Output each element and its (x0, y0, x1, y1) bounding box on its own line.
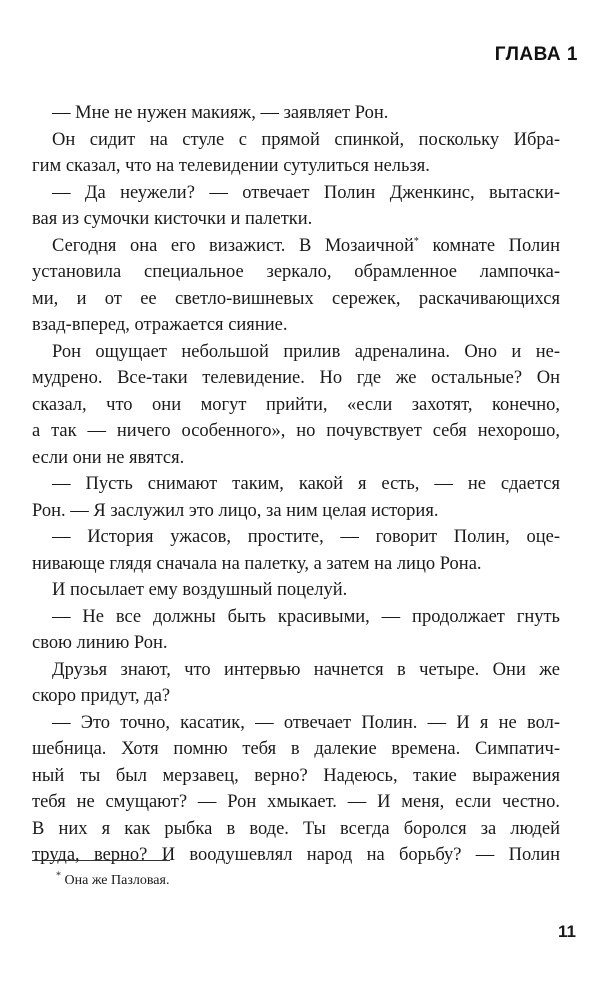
text-line (32, 233, 560, 260)
footnote-reference: * (413, 235, 419, 247)
text-line-content: И посылает ему воздушный поцелуй. (52, 580, 348, 600)
text-line-content: тебя не смущают? — Рон хмыкает. — И меня, если честно. (32, 792, 560, 812)
text-line-content: — История ужасов, простите, — говорит Полин, оце- (52, 527, 560, 547)
text-line-content: — Мне не нужен макияж, — заявляет Рон. (52, 103, 389, 123)
text-line (32, 524, 560, 551)
text-line (32, 180, 560, 207)
text-line (32, 100, 560, 127)
text-line-content: шебница. Хотя помню тебя в далекие времена. Симпатич- (32, 739, 560, 759)
text-line (32, 471, 560, 498)
text-line-content: ный ты был мерзавец, верно? Надеюсь, такие выражения (32, 765, 560, 786)
text-line (32, 392, 560, 419)
text-line-content: Друзья знают, что интервью начнется в четыре. Они же (52, 659, 560, 680)
text-line (32, 763, 560, 790)
text-line (32, 206, 560, 233)
text-line (32, 683, 560, 710)
text-line (32, 418, 560, 445)
text-line (32, 842, 560, 869)
text-line-content: ми, и от ее светло-вишневых сережек, раскачивающихся (32, 288, 560, 309)
text-line-content: — Не все должны быть красивыми, — продолжает гнуть (52, 606, 560, 627)
text-line (32, 339, 560, 366)
text-line-content: мудрено. Все-таки телевидение. Но где же остальные? Он (32, 368, 560, 388)
text-line (32, 604, 560, 631)
text-line (32, 259, 560, 286)
text-line-content: труда, верно? И воодушевлял народ на борьбу? — Полин (32, 845, 560, 865)
text-line (32, 498, 560, 525)
text-line (32, 577, 560, 604)
footnote-mark: * (56, 870, 61, 882)
footnote-rule (32, 860, 170, 861)
text-line-content: гим сказал, что на телевидении сутулиться нельзя. (32, 156, 430, 176)
text-line-content: — Пусть снимают таким, какой я есть, — не сдается (52, 474, 560, 494)
body-text (32, 100, 560, 869)
page-number: 11 (558, 922, 576, 941)
text-line-content: — Это точно, касатик, — отвечает Полин. — И я не вол- (52, 712, 560, 733)
footnote-text: Она же Пазловая. (61, 873, 170, 888)
text-line-content: В них я как рыбка в воде. Ты всегда боролся за людей (32, 818, 560, 839)
text-line (32, 736, 560, 763)
text-line (32, 312, 560, 339)
text-line-content: если они не явятся. (32, 447, 185, 468)
text-line-content: установила специальное зеркало, обрамленное лампочка- (32, 262, 560, 282)
text-line-content: Рон ощущает небольшой прилив адреналина. Оно и не- (52, 341, 560, 362)
text-line (32, 630, 560, 657)
text-line-content: свою линию Рон. (32, 633, 168, 653)
text-line (32, 127, 560, 154)
text-line (32, 551, 560, 578)
text-line (32, 710, 560, 737)
text-line-content: взад-вперед, отражается сияние. (32, 315, 288, 335)
text-line-content: Он сидит на стуле с прямой спинкой, поскольку Ибра- (52, 129, 560, 150)
text-line-content: нивающе глядя сначала на палетку, а затем на лицо Рона. (32, 553, 482, 574)
text-line (32, 365, 560, 392)
text-line-content: — Да неужели? — отвечает Полин Дженкинс, вытаски- (52, 182, 560, 203)
text-line (32, 445, 560, 472)
text-line-content: вая из сумочки кисточки и палетки. (32, 209, 313, 229)
text-line-content: а так — ничего особенного», но почувствует себя нехорошо, (32, 421, 560, 441)
text-line-content: скоро придут, да? (32, 686, 171, 706)
footnote (56, 872, 169, 890)
text-line-content: сказал, что они могут прийти, «если захотят, конечно, (32, 394, 560, 415)
text-line (32, 153, 560, 180)
text-line-content: Сегодня она его визажист. В Мозаичной (52, 235, 414, 256)
text-line (32, 789, 560, 816)
text-line (32, 816, 560, 843)
text-line-content: Рон. — Я заслужил это лицо, за ним целая история. (32, 500, 439, 521)
text-line-content: комнате Полин (418, 235, 560, 256)
text-line (32, 286, 560, 313)
text-line (32, 657, 560, 684)
chapter-heading: ГЛАВА 1 (494, 44, 578, 65)
